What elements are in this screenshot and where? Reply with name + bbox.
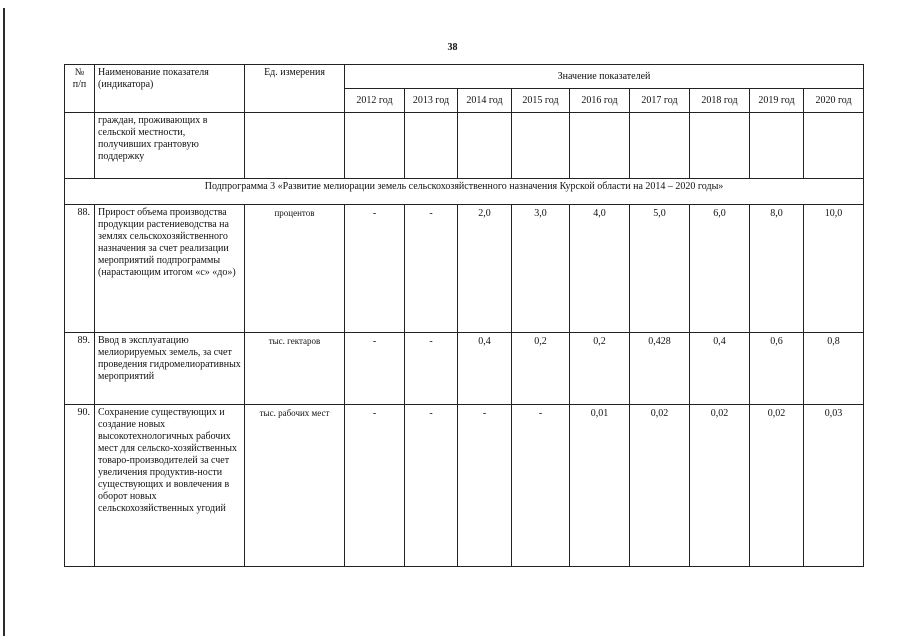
table-row xyxy=(65,205,864,333)
row-value: 6,0 xyxy=(690,205,750,333)
header-name: Наименование показателя (индикатора) xyxy=(95,65,245,113)
cell-value xyxy=(750,113,804,179)
row-value: 0,02 xyxy=(750,405,804,567)
subprogram-title: Подпрограмма 3 «Развитие мелиорации земель сельскохозяйственного назначения Курской области на 2014 – 2020 годы» xyxy=(65,179,864,205)
header-year: 2012 год xyxy=(345,89,405,113)
row-name: Прирост объема производства продукции растениеводства на землях сельскохозяйственного назначения за счет реализации мероприятий подпрограммы (нарастающим итогом «с» «до») xyxy=(95,205,245,333)
header-year: 2015 год xyxy=(512,89,570,113)
row-name: Ввод в эксплуатацию мелиорируемых земель, за счет проведения гидромелиоративных мероприятий xyxy=(95,333,245,405)
cell-num xyxy=(65,113,95,179)
scan-edge-line xyxy=(3,8,5,636)
row-value: 0,6 xyxy=(750,333,804,405)
cell-value xyxy=(345,113,405,179)
row-value: 0,03 xyxy=(804,405,864,567)
row-unit: процентов xyxy=(245,205,345,333)
cell-value xyxy=(512,113,570,179)
row-value: 3,0 xyxy=(512,205,570,333)
row-value: - xyxy=(345,205,405,333)
subprogram-row xyxy=(65,179,864,205)
row-unit: тыс. рабочих мест xyxy=(245,405,345,567)
row-value: - xyxy=(345,333,405,405)
header-year: 2018 год xyxy=(690,89,750,113)
row-value: - xyxy=(345,405,405,567)
header-unit: Ед. измерения xyxy=(245,65,345,113)
row-num: 89. xyxy=(65,333,95,405)
header-year: 2020 год xyxy=(804,89,864,113)
cell-value xyxy=(630,113,690,179)
row-num: 88. xyxy=(65,205,95,333)
cell-unit xyxy=(245,113,345,179)
row-value: 8,0 xyxy=(750,205,804,333)
row-name: Сохранение существующих и создание новых высокотехнологичных рабочих мест для сельско-хозяйственных товаро-производителей за счет увеличения продуктив-ности существующих и вовлечения в оборот новых сельскохозяйственных угодий xyxy=(95,405,245,567)
row-value: - xyxy=(512,405,570,567)
table-row xyxy=(65,405,864,567)
table-row xyxy=(65,333,864,405)
cell-value xyxy=(458,113,512,179)
cell-value xyxy=(570,113,630,179)
cell-value xyxy=(405,113,458,179)
row-value: 0,2 xyxy=(570,333,630,405)
header-year: 2013 год xyxy=(405,89,458,113)
row-value: - xyxy=(405,333,458,405)
table-row-continuation xyxy=(65,113,864,179)
cell-name: граждан, проживающих в сельской местности, получивших грантовую поддержку xyxy=(95,113,245,179)
row-value: 0,02 xyxy=(630,405,690,567)
cell-value xyxy=(690,113,750,179)
row-value: 0,01 xyxy=(570,405,630,567)
row-unit: тыс. гектаров xyxy=(245,333,345,405)
header-year: 2016 год xyxy=(570,89,630,113)
header-year: 2014 год xyxy=(458,89,512,113)
row-value: 4,0 xyxy=(570,205,630,333)
header-values-title: Значение показателей xyxy=(345,65,864,89)
row-value: - xyxy=(405,405,458,567)
row-value: 0,8 xyxy=(804,333,864,405)
header-year: 2017 год xyxy=(630,89,690,113)
row-value: 0,2 xyxy=(512,333,570,405)
row-value: 0,4 xyxy=(690,333,750,405)
header-num: № п/п xyxy=(65,65,95,113)
header-year: 2019 год xyxy=(750,89,804,113)
row-num: 90. xyxy=(65,405,95,567)
page-number: 38 xyxy=(447,42,458,53)
row-value: - xyxy=(405,205,458,333)
indicators-table xyxy=(64,64,864,567)
cell-value xyxy=(804,113,864,179)
row-value: 2,0 xyxy=(458,205,512,333)
row-value: 0,02 xyxy=(690,405,750,567)
row-value: 0,428 xyxy=(630,333,690,405)
row-value: 10,0 xyxy=(804,205,864,333)
row-value: - xyxy=(458,405,512,567)
row-value: 0,4 xyxy=(458,333,512,405)
row-value: 5,0 xyxy=(630,205,690,333)
